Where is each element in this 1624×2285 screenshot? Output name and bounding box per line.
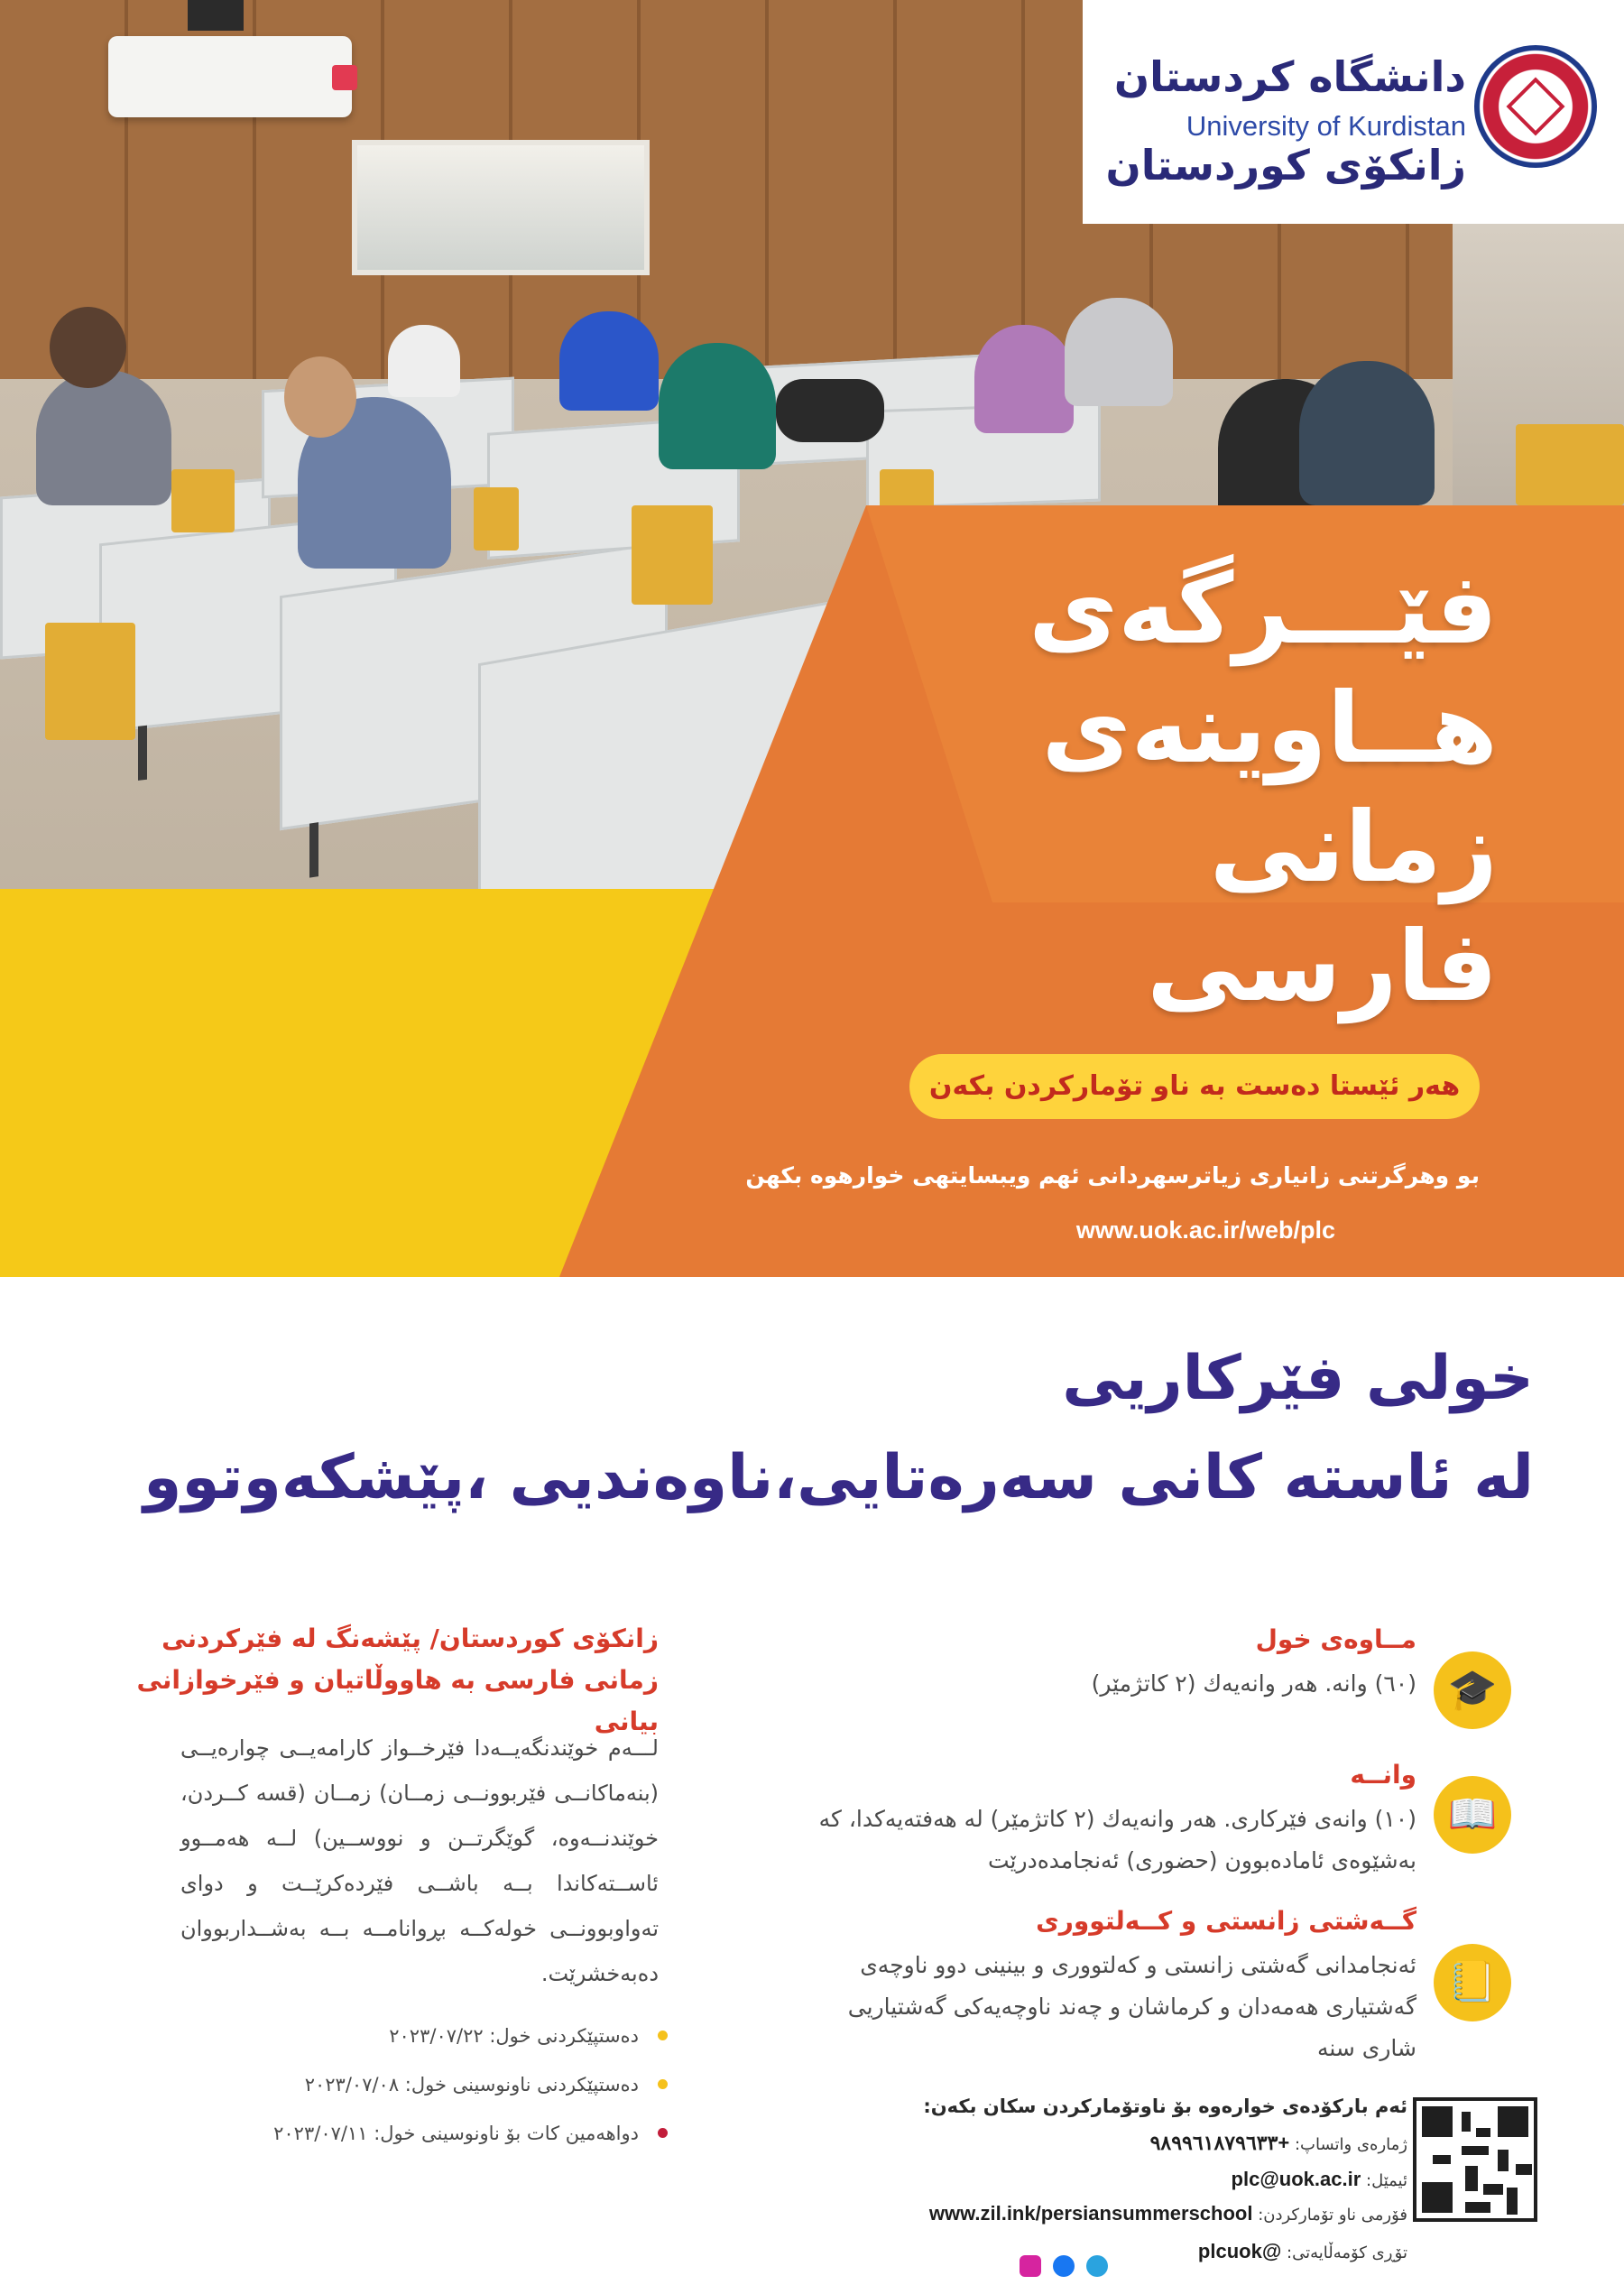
course-subtitle: لە ئاستە کانی سەرەتایی،ناوەندیی ،پێشکەوتوو: [143, 1442, 1534, 1513]
section-trips: [812, 1906, 1534, 2069]
section-body: (١٠) وانەی فێرکاری. هەر وانەیەك (٢ کاتژمێر) لە هەفتەیەکدا، کە بەشێوەی ئامادەبوون (حضوری) ئەنجامدەدرێت: [818, 1806, 1416, 1873]
qr-code[interactable]: [1413, 2097, 1537, 2222]
social-row: [839, 2240, 1407, 2263]
hero-title-line: هــاوینەی: [1041, 672, 1498, 785]
book-icon: 📖: [1434, 1776, 1511, 1854]
bullet-dot-icon: [658, 2128, 668, 2138]
notebook-icon: 📒: [1434, 1944, 1511, 2021]
section-title: وانــە: [1350, 1760, 1416, 1790]
logo-name-english: University of Kurdistan: [1186, 110, 1466, 142]
website-link[interactable]: www.uok.ac.ir/web/plc: [1075, 1217, 1335, 1244]
form-label: فۆرمی ناو تۆمارکردن:: [1258, 2206, 1407, 2225]
date-item: [180, 2023, 668, 2072]
register-now-badge[interactable]: هەر ئێستا دەست بە ناو تۆمارکردن بکەن: [909, 1054, 1480, 1119]
social-icons: [1020, 2255, 1115, 2280]
hero-title-line: زمانی فارسی: [1147, 791, 1498, 1023]
section-body: ئەنجامدانی گەشتی زانستی و کەلتووری و بینینی دوو ناوچەی گەشتیاری هەمەدان و کرماشان و چەند ناوچەیەکی گەشتیاریی شاری سنە: [847, 1952, 1416, 2061]
hero-title-line: فێـــرگەی: [1028, 553, 1498, 666]
graduation-cap-icon: 🎓: [1434, 1651, 1511, 1729]
dates-list: [180, 2023, 668, 2169]
logo-name-kurdish: زانکۆی کوردستان: [1105, 141, 1466, 190]
university-seal-icon: [1474, 45, 1597, 168]
hero-title: [839, 550, 1498, 1027]
left-paragraph: لـــەم خوێندنگەیــەدا فێرخــواز کارامەیــی چوارەیــی (بنەماکانــی فێربوونــی زمــان) زمــان (قسە کــردن، خوێندنــەوە، گوێگرتــن و نووســین) لــە هەمــوو ئاســتەکاندا بــە باشــی فێردەکرێــت و دوای تەواوبوونــی خولەکــە بڕوانامــە بــە بەشــداربووان دەبەخشرێت.: [180, 1735, 659, 1986]
logo-name-persian: دانشگاه کردستان: [1113, 52, 1466, 101]
whatsapp-label: ژمارەی واتساپ:: [1294, 2135, 1407, 2154]
section-title: مــاوەی خول: [1255, 1624, 1416, 1654]
date-item: [180, 2072, 668, 2121]
website-info-text: بو وهرگرتنی زانیاری زیاترسهردانی ئهم ویبسایتهی خوارهوه بکهن: [745, 1162, 1480, 1189]
date-text: دەستپێکردنی خول: ۲۰۲۳/۰۷/۲۲: [389, 2025, 639, 2047]
whatsapp-row: [839, 2132, 1407, 2155]
social-handle[interactable]: @plcuok: [1197, 2240, 1282, 2262]
facebook-icon[interactable]: [1053, 2255, 1075, 2277]
section-lessons: [812, 1760, 1534, 1882]
course-title: خولی فێرکاریی: [1062, 1343, 1534, 1414]
left-heading-line: زانکۆی کوردستان/ پێشەنگ لە فێرکردنی: [161, 1624, 659, 1653]
date-item: [180, 2121, 668, 2169]
email-label: ئیمێل:: [1366, 2171, 1407, 2190]
section-body: (٦٠) وانە. هەر وانەیەك (٢ کاتژمێر): [1091, 1670, 1416, 1697]
whatsapp-number[interactable]: +٩٨٩٩٦١٨٧٩٦٣٣: [1149, 2132, 1290, 2154]
instagram-icon[interactable]: [1020, 2255, 1041, 2277]
university-logo: [1083, 0, 1624, 224]
contact-heading: ئەم بارکۆدەی خوارەوە بۆ ناوتۆمارکردن سکان بکەن:: [923, 2095, 1407, 2117]
email-link[interactable]: plc@uok.ac.ir: [1231, 2168, 1361, 2190]
registration-form-link[interactable]: www.zil.ink/persiansummerschool: [928, 2202, 1253, 2225]
bullet-dot-icon: [658, 2031, 668, 2040]
date-text: دواهەمین کات بۆ ناونوسینی خول: ۲۰۲۳/۰۷/۱۱: [273, 2123, 639, 2144]
email-row: [839, 2168, 1407, 2191]
date-text: دەستپێکردنی ناونوسینی خول: ۲۰۲۳/۰۷/۰۸: [304, 2074, 639, 2095]
bullet-dot-icon: [658, 2079, 668, 2089]
section-title: گــەشتی زانستی و کــەلتووری: [1036, 1906, 1416, 1936]
section-duration: [812, 1624, 1534, 1713]
left-heading-line: زمانی فارسی بە هاووڵاتیان و فێرخوازانی بیانی: [136, 1665, 659, 1736]
form-row: [839, 2202, 1407, 2225]
social-label: تۆڕی کۆمەڵایەتی:: [1287, 2243, 1407, 2262]
telegram-icon[interactable]: [1086, 2255, 1108, 2277]
left-heading: [135, 1618, 659, 1743]
